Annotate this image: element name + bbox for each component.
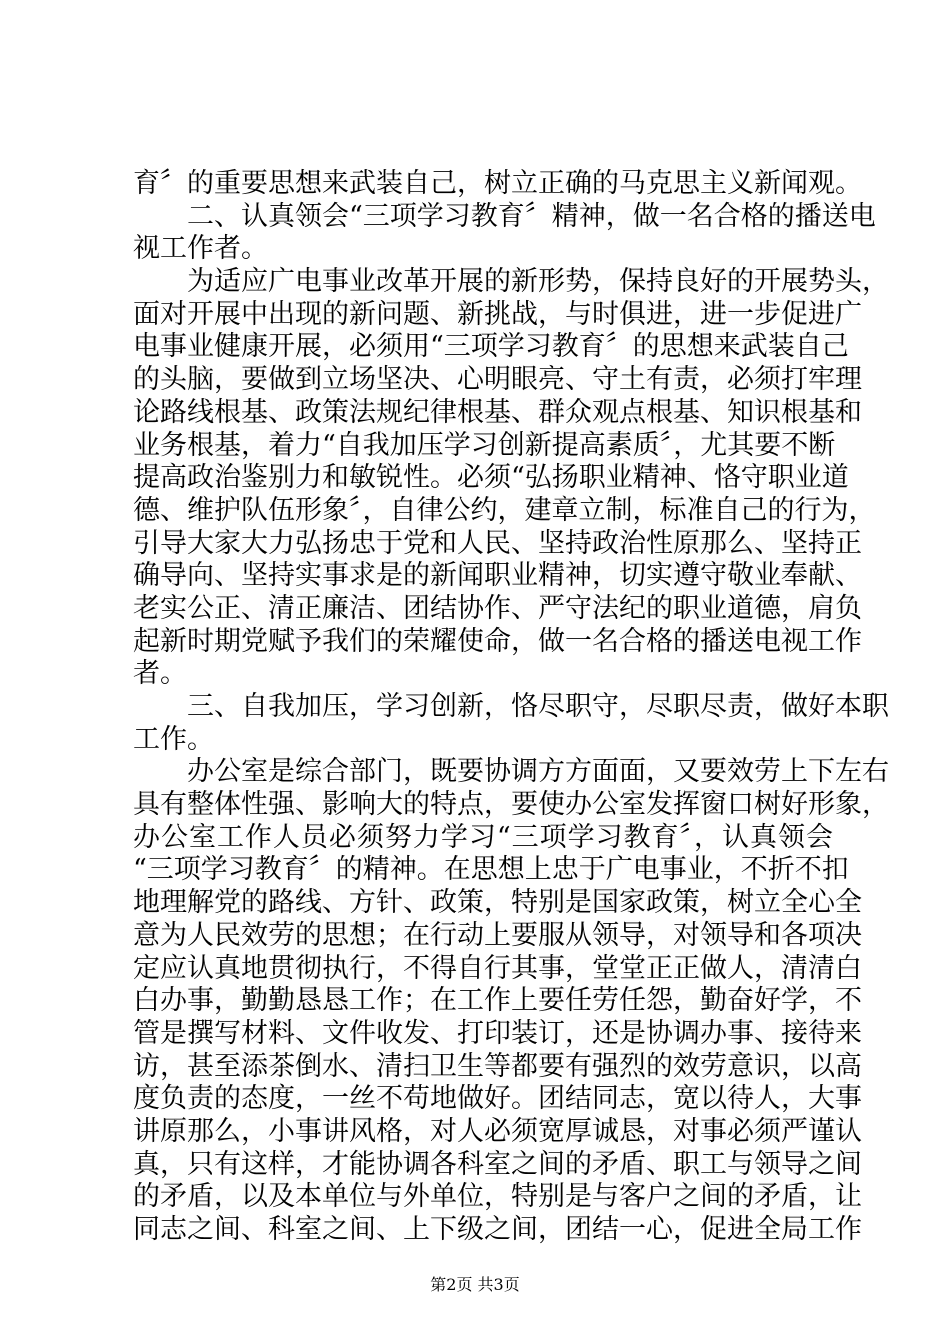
text-line: 三、自我加压，学习创新，恪尽职守，尽职尽责，做好本职: [187, 691, 889, 722]
text-line: 确导向、坚持实事求是的新闻职业精神，切实遵守敬业奉献、: [133, 560, 862, 592]
text-line: 讲原那么，小事讲风格，对人必须宽厚诚恳，对事必须严谨认: [133, 1115, 862, 1147]
text-line: 业务根基，着力“自我加压学习创新提高素质〞，尤其要不断: [133, 429, 836, 461]
text-line: 为适应广电事业改革开展的新形势，保持良好的开展势头，: [187, 266, 889, 298]
text-line: 论路线根基、政策法规纪律根基、群众观点根基、知识根基和: [133, 396, 862, 428]
text-line: 二、认真领会“三项学习教育〞精神，做一名合格的播送电: [187, 200, 876, 232]
text-line: 访，甚至添茶倒水、清扫卫生等都要有强烈的效劳意识，以高: [133, 1050, 862, 1082]
text-line: 办公室是综合部门，既要协调方方面面，又要效劳上下左右: [187, 756, 889, 788]
text-line: 同志之间、科室之间、上下级之间，团结一心，促进全局工作: [133, 1214, 862, 1245]
body-text: [133, 168, 889, 1247]
text-line: 具有整体性强、影响大的特点，要使办公室发挥窗口树好形象，: [133, 789, 889, 821]
text-line: 者。: [133, 658, 187, 690]
text-line: 德、维护队伍形象〞，自律公约，建章立制，标准自己的行为，: [133, 494, 876, 526]
text-line: 老实公正、清正廉洁、团结协作、严守法纪的职业道德，肩负: [133, 592, 862, 624]
text-line: 白办事，勤勤恳恳工作；在工作上要任劳任怨，勤奋好学，不: [133, 985, 862, 1017]
text-line: 真，只有这样，才能协调各科室之间的矛盾、职工与领导之间: [133, 1148, 862, 1180]
text-line: 意为人民效劳的思想；在行动上要服从领导，对领导和各项决: [133, 919, 862, 951]
page-number: 第2页 共3页: [430, 1275, 520, 1294]
text-line: 提高政治鉴别力和敏锐性。必须“弘扬职业精神、恪守职业道: [133, 462, 849, 494]
text-line: 工作。: [133, 723, 214, 755]
text-line: “三项学习教育〞的精神。在思想上忠于广电事业，不折不扣: [133, 854, 849, 886]
text-line: 视工作者。: [133, 233, 268, 265]
text-line: 的矛盾，以及本单位与外单位，特别是与客户之间的矛盾，让: [133, 1181, 862, 1213]
text-line: 管是撰写材料、文件收发、打印装订，还是协调办事、接待来: [133, 1017, 862, 1049]
text-line: 育〞的重要思想来武装自己，树立正确的马克思主义新闻观。: [133, 168, 862, 199]
text-line: 定应认真地贯彻执行，不得自行其事，堂堂正正做人，清清白: [133, 952, 862, 984]
text-line: 面对开展中出现的新问题、新挑战，与时俱进，进一步促进广: [133, 298, 862, 330]
text-line: 起新时期党赋予我们的荣耀使命，做一名合格的播送电视工作: [133, 625, 862, 657]
text-line: 度负责的态度，一丝不苟地做好。团结同志，宽以待人，大事: [133, 1083, 862, 1115]
text-line: 地理解党的路线、方针、政策，特别是国家政策，树立全心全: [133, 887, 862, 919]
text-line: 的头脑，要做到立场坚决、心明眼亮、守土有责，必须打牢理: [133, 364, 862, 396]
text-line: 电事业健康开展，必须用“三项学习教育〞的思想来武装自己: [133, 331, 849, 363]
text-line: 办公室工作人员必须努力学习“三项学习教育〞，认真领会: [133, 821, 833, 853]
text-line: 引导大家大力弘扬忠于党和人民、坚持政治性原那么、坚持正: [133, 527, 862, 559]
